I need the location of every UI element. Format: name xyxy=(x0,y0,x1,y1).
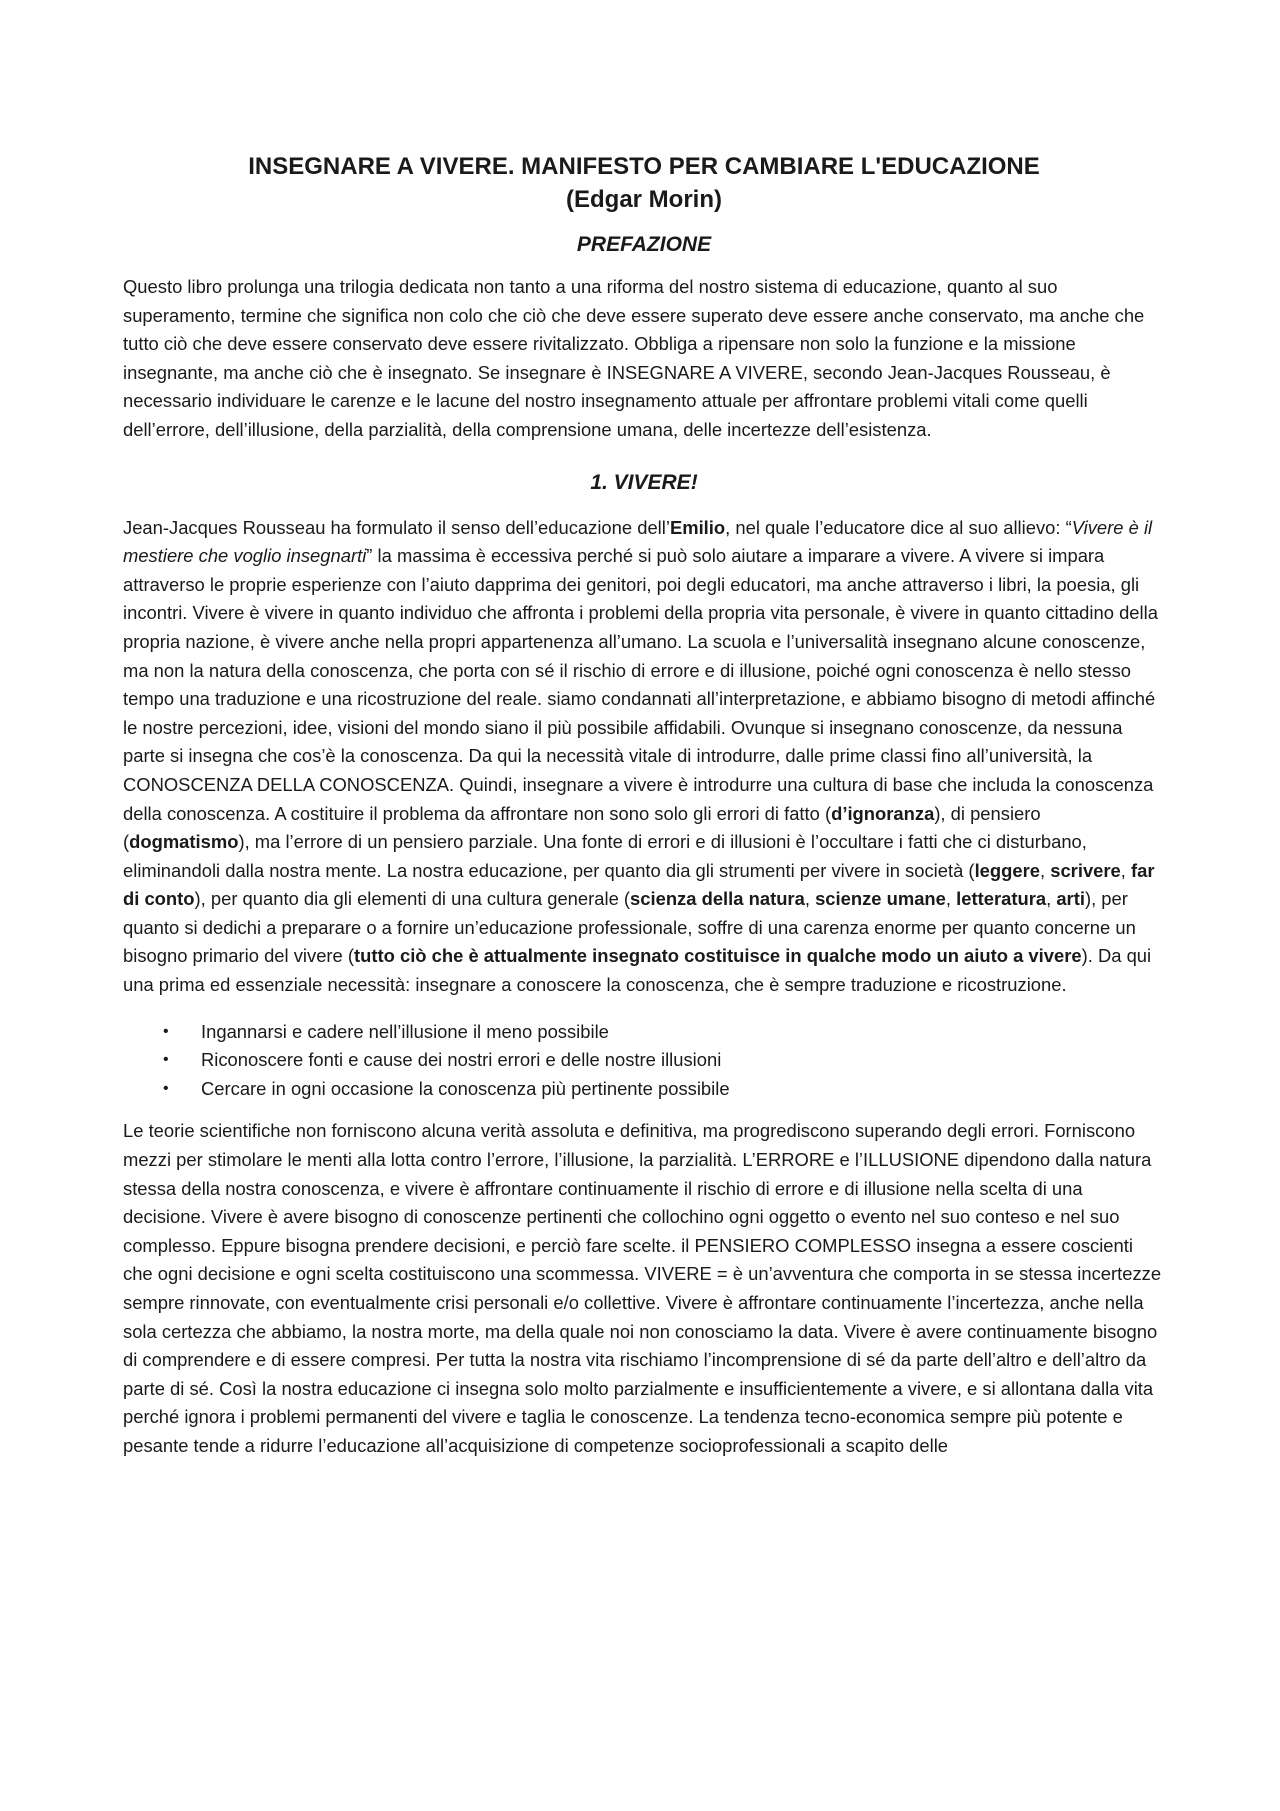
section-1-heading: 1. VIVERE! xyxy=(590,470,698,494)
preface-heading: PREFAZIONE xyxy=(576,233,712,256)
document-page xyxy=(123,150,1165,1461)
list-item-text: Cercare in ogni occasione la conoscenza più pertinente possibile xyxy=(201,1077,730,1099)
bold-far-di-conto: far di conto xyxy=(123,859,1155,910)
list-item xyxy=(123,1075,1165,1104)
bullet-list xyxy=(123,1018,1165,1104)
bold-letteratura: letteratura xyxy=(956,888,1047,910)
text-run: , nel quale l’educatore dice al suo allievo: “ xyxy=(725,516,1072,538)
text-run: ” la massima è eccessiva perché si può solo aiutare a imparare a vivere. A vivere si impara attraverso le proprie esperienze con l’aiuto dapprima dei genitori, poi degli educatori, ma anche attraverso i libri, la poesia, gli incontri. Vivere è vivere in quanto individuo che affronta i problemi della propria vita personale, è vivere in quanto cittadino della propria nazione, è vivere anche nella propri appartenenza all’umano. La scuola e l’universalità insegnano alcune conoscenze, ma non la natura della conoscenza, che porta con sé il rischio di errore e di illusione, poiché ogni conoscenza è nello stesso tempo una traduzione e una ricostruzione del reale. siamo condannati all’interpretazione, e abbiamo bisogno di metodi affinché le nostre percezioni, idee, visioni del mondo siano il più possibile affidabili. Ovunque si insegnano conoscenze, da nessuna parte si insegna che cos’è la conoscenza. Da qui la necessità vitale di introdurre, dalle prime classi fino all’università, la CONOSCENZA DELLA CONOSCENZA. Quindi, insegnare a vivere è introdurre una cultura di base che includa la conoscenza della conoscenza. A costituire il problema da affrontare non sono solo gli errori di fatto ( xyxy=(123,545,1158,824)
text-run: , xyxy=(945,888,957,910)
text-run: , xyxy=(1120,859,1132,881)
text-run: ), ma l’errore di un pensiero parziale. Una fonte di errori e di illusioni è l’occultare i fatti che ci disturbano, eliminandoli dalla nostra mente. La nostra educazione, per quanto dia gli strumenti per vivere in società ( xyxy=(123,831,1087,881)
document-title xyxy=(123,150,1165,216)
text-run: , xyxy=(1046,888,1057,910)
text-run: Jean-Jacques Rousseau ha formulato il senso dell’educazione dell’ xyxy=(123,516,670,538)
text-run: , xyxy=(1039,859,1051,881)
bold-tutto-cio: tutto ciò che è attualmente insegnato costituisce in qualche modo un aiuto a vivere xyxy=(354,945,1082,967)
title-line-1: INSEGNARE A VIVERE. MANIFESTO PER CAMBIARE L'EDUCAZIONE xyxy=(248,153,1040,180)
bold-scienza-della-natura: scienza della natura xyxy=(630,888,805,910)
bullet-icon: • xyxy=(163,1022,169,1040)
text-run: ), per quanto dia gli elementi di una cultura generale ( xyxy=(194,888,631,910)
list-item-text: Ingannarsi e cadere nell’illusione il meno possibile xyxy=(201,1020,609,1042)
section-1-paragraph xyxy=(123,514,1165,1000)
title-line-2: (Edgar Morin) xyxy=(566,186,722,213)
list-item-text: Riconoscere fonti e cause dei nostri errori e delle nostre illusioni xyxy=(201,1049,722,1071)
list-item xyxy=(123,1046,1165,1075)
bold-dogmatismo: dogmatismo xyxy=(129,831,239,853)
preface-paragraph: Questo libro prolunga una trilogia dedicata non tanto a una riforma del nostro sistema di educazione, quanto al suo superamento, termine che significa non colo che ciò che deve essere superato deve essere anche conservato, ma anche che tutto ciò che deve essere conservato deve essere rivitalizzato. Obbliga a ripensare non solo la funzione e la missione insegnante, ma anche ciò che è insegnato. Se insegnare è INSEGNARE A VIVERE, secondo Jean-Jacques Rousseau, è necessario individuare le carenze e le lacune del nostro insegnamento attuale per affrontare problemi vitali come quelli dell’errore, dell’illusione, della parzialità, della comprensione umana, delle incertezze dell’esistenza. xyxy=(123,276,1145,440)
bold-emilio: Emilio xyxy=(669,516,726,538)
list-item xyxy=(123,1018,1165,1047)
bullet-icon: • xyxy=(163,1051,169,1069)
italic-quote: Vivere è il mestiere che voglio insegnarti xyxy=(123,516,1153,567)
bold-ignoranza: d’ignoranza xyxy=(831,802,935,824)
bullet-icon: • xyxy=(163,1079,169,1097)
text-run: , xyxy=(804,888,816,910)
text-run: ), per quanto si dedichi a preparare o a fornire un’educazione professionale, soffre di una carenza enorme per quanto concerne un bisogno primario del vivere ( xyxy=(123,888,1136,967)
bold-arti: arti xyxy=(1056,888,1085,910)
text-run: ). Da qui una prima ed essenziale necessità: insegnare a conoscere la conoscenza, che è sempre traduzione e ricostruzione. xyxy=(123,945,1152,996)
bold-leggere: leggere xyxy=(974,859,1040,881)
bold-scienze-umane: scienze umane xyxy=(815,888,946,910)
closing-paragraph: Le teorie scientifiche non forniscono alcuna verità assoluta e definitiva, ma progrediscono superando degli errori. Forniscono mezzi per stimolare le menti alla lotta contro l’errore, l’illusione, la parzialità. L’ERRORE e l’ILLUSIONE dipendono dalla natura stessa della nostra conoscenza, e vivere è affrontare continuamente il rischio di errore e di illusione nella scelta di una decisione. Vivere è avere bisogno di conoscenze pertinenti che collochino ogni oggetto o evento nel suo conteso e nel suo complesso. Eppure bisogna prendere decisioni, e perciò fare scelte. il PENSIERO COMPLESSO insegna a essere coscienti che ogni decisione e ogni scelta costituiscono una scommessa. VIVERE = è un’avventura che comporta in se stessa incertezze sempre rinnovate, con eventualmente crisi personali e/o collettive. Vivere è affrontare continuamente l’incertezza, anche nella sola certezza che abbiamo, la nostra morte, ma della quale noi non conosciamo la data. Vivere è avere continuamente bisogno di comprendere e di essere compresi. Per tutta la nostra vita rischiamo l’incomprensione di sé da parte dell’altro e dell’altro da parte di sé. Così la nostra educazione ci insegna solo molto parzialmente e insufficientemente a vivere, e si allontana dalla vita perché ignora i problemi permanenti del vivere e taglia le conoscenze. La tendenza tecno-economica sempre più potente e pesante tende a ridurre l’educazione all’acquisizione di competenze socioprofessionali a scapito delle xyxy=(123,1120,1162,1456)
bold-scrivere: scrivere xyxy=(1050,859,1121,881)
text-run: ), di pensiero ( xyxy=(123,802,1041,853)
